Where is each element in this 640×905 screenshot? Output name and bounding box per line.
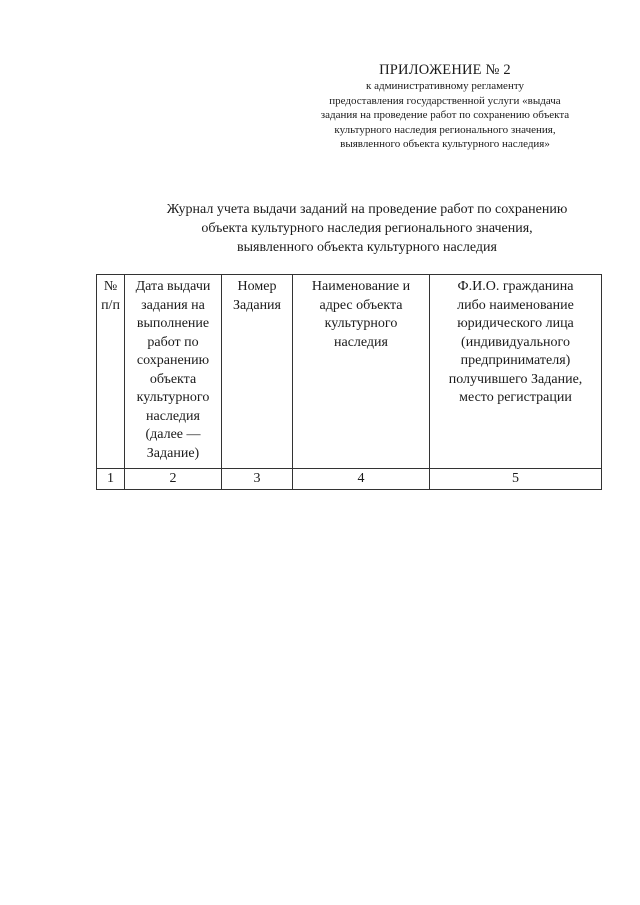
header-cell-task-number xyxy=(222,275,293,469)
header-cell-text: Номер Задания xyxy=(233,279,281,313)
header-cell-text: № п/п xyxy=(101,279,120,313)
header-cell-issue-date xyxy=(125,275,222,469)
header-cell-object-name xyxy=(293,275,430,469)
appendix-header xyxy=(290,62,600,152)
journal-title-line: объекта культурного наследия регионального значения, xyxy=(201,221,533,236)
column-number-cell: 1 xyxy=(97,469,125,490)
header-cell-text: Дата выдачи задания на выполнение работ по сохранению объекта культурного наследия (далее — Задание) xyxy=(135,279,211,461)
header-cell-number xyxy=(97,275,125,469)
header-cell-recipient xyxy=(430,275,602,469)
table-header-row xyxy=(97,275,602,469)
journal-title-line: Журнал учета выдачи заданий на проведение работ по сохранению xyxy=(166,202,568,217)
appendix-line: культурного наследия регионального значения, xyxy=(334,123,556,136)
column-number-cell: 2 xyxy=(125,469,222,490)
column-number-cell: 4 xyxy=(293,469,430,490)
appendix-line: выявленного объекта культурного наследия» xyxy=(340,138,550,150)
journal-title-line: выявленного объекта культурного наследия xyxy=(237,240,497,255)
table-column-number-row xyxy=(97,469,602,490)
header-cell-text: Наименование и адрес объекта культурного наследия xyxy=(311,279,411,350)
appendix-title: ПРИЛОЖЕНИЕ № 2 xyxy=(379,62,511,78)
appendix-line: к административному регламенту xyxy=(366,80,524,92)
header-cell-text: Ф.И.О. гражданина либо наименование юридического лица (индивидуального предпринимателя) получившего Задание, место регистрации xyxy=(448,279,583,405)
appendix-line: задания на проведение работ по сохранению объекта xyxy=(320,109,570,121)
appendix-line: предоставления государственной услуги «выдача xyxy=(329,94,561,107)
column-number-cell: 3 xyxy=(222,469,293,490)
column-number-cell: 5 xyxy=(430,469,602,490)
journal-title xyxy=(130,200,604,257)
journal-table xyxy=(96,274,602,490)
